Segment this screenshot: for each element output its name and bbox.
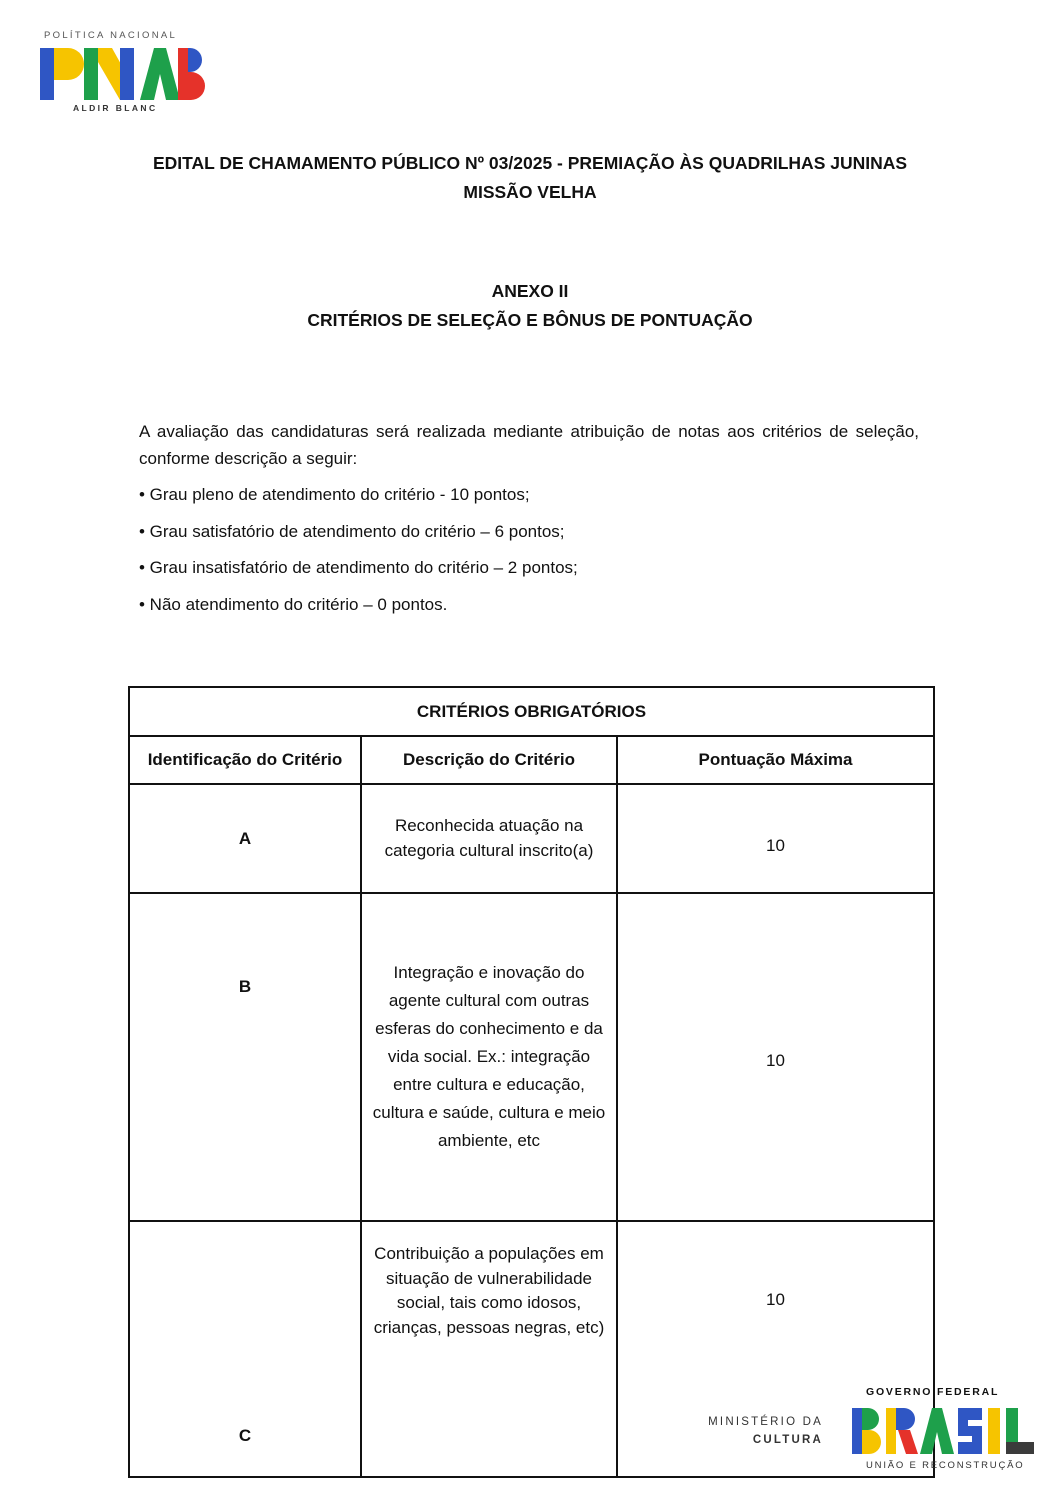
- criterion-score: 10: [617, 1221, 934, 1477]
- intro-paragraph: A avaliação das candidaturas será realizada mediante atribuição de notas aos critérios de seleção, conforme descrição a seguir:: [139, 422, 919, 468]
- edital-title: [100, 149, 960, 207]
- ministry-line1: MINISTÉRIO DA: [708, 1416, 823, 1428]
- table-caption: CRITÉRIOS OBRIGATÓRIOS: [129, 687, 934, 736]
- table-caption-row: [129, 687, 934, 736]
- ministry-of-culture-label: [696, 1413, 823, 1449]
- pnab-logo: [40, 30, 205, 115]
- pnab-top-label: POLÍTICA NACIONAL: [44, 30, 178, 41]
- score-scale-item: • Não atendimento do critério – 0 pontos.: [139, 594, 448, 614]
- table-row: [129, 893, 934, 1221]
- header-description: Descrição do Critério: [361, 736, 617, 784]
- header-max-score: Pontuação Máxima: [617, 736, 934, 784]
- edital-title-line1: EDITAL DE CHAMAMENTO PÚBLICO Nº 03/2025 - PREMIAÇÃO ÀS QUADRILHAS JUNINAS: [152, 153, 908, 173]
- pnab-letters-graphic: [40, 44, 205, 102]
- criterion-description: Reconhecida atuação na categoria cultural inscrito(a): [361, 784, 617, 893]
- gov-top-label: GOVERNO FEDERAL: [866, 1386, 1000, 1398]
- criteria-table: [128, 686, 935, 1478]
- table-row: [129, 784, 934, 893]
- score-scale-list: [139, 481, 919, 627]
- criterion-score: 10: [617, 784, 934, 893]
- criterion-description: Contribuição a populações em situação de vulnerabilidade social, tais como idosos, crianças, pessoas negras, etc): [361, 1221, 617, 1477]
- intro-section: [139, 418, 919, 627]
- criterion-score: 10: [617, 893, 934, 1221]
- annex-subtitle: CRITÉRIOS DE SELEÇÃO E BÔNUS DE PONTUAÇÃO: [307, 310, 753, 330]
- annex-number: ANEXO II: [491, 281, 569, 301]
- header-identification: Identificação do Critério: [129, 736, 361, 784]
- edital-title-line2: MISSÃO VELHA: [463, 182, 597, 202]
- table-header-row: [129, 736, 934, 784]
- ministry-line2: CULTURA: [752, 1434, 823, 1446]
- criterion-description: Integração e inovação do agente cultural com outras esferas do conhecimento e da vida social. Ex.: integração entre cultura e educação, cultura e saúde, cultura e meio ambiente, etc: [361, 893, 617, 1221]
- brasil-letters-graphic: [852, 1406, 1038, 1456]
- annex-heading: [100, 277, 960, 335]
- criterion-id: C: [129, 1221, 361, 1477]
- score-scale-item: • Grau pleno de atendimento do critério - 10 pontos;: [139, 485, 530, 504]
- criterion-id: A: [129, 784, 361, 893]
- score-scale-item: • Grau insatisfatório de atendimento do critério – 2 pontos;: [139, 558, 578, 577]
- score-scale-item: • Grau satisfatório de atendimento do critério – 6 pontos;: [139, 521, 565, 541]
- federal-government-logo: [848, 1386, 1038, 1476]
- gov-bottom-label: UNIÃO E RECONSTRUÇÃO: [866, 1460, 1025, 1471]
- pnab-bottom-label: ALDIR BLANC: [73, 103, 158, 113]
- criterion-id: B: [129, 893, 361, 1221]
